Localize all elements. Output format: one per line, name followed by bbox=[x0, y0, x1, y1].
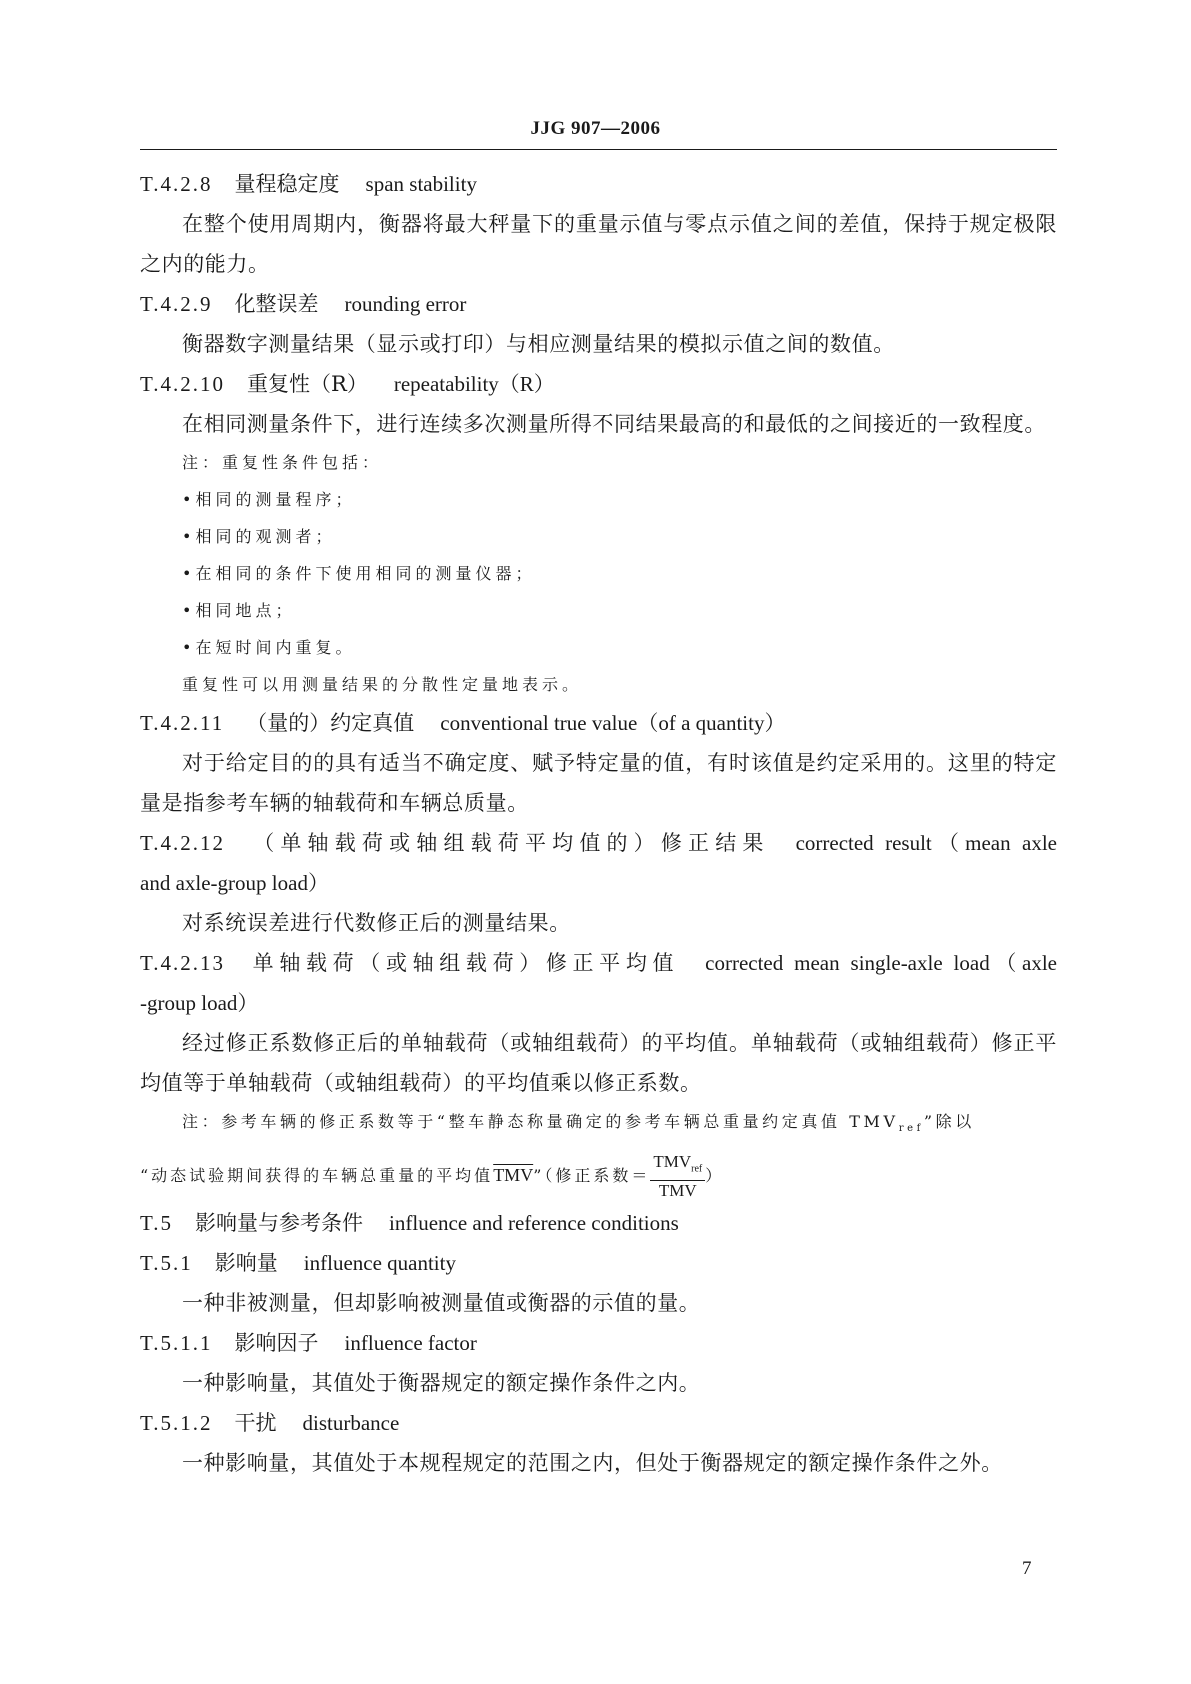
section-paragraph: 经过修正系数修正后的单轴载荷（或轴组载荷）的平均值。单轴载荷（或轴组载荷）修正平均值等于单轴载荷（或轴组载荷）的平均值乘以修正系数。 bbox=[140, 1031, 1057, 1095]
correction-fraction: $\frac{TMV_{ref}}{\text{TMV}}$ bbox=[650, 1152, 705, 1200]
section-number: T.5 bbox=[140, 1211, 174, 1236]
section-number: T.4.2.13 bbox=[140, 951, 226, 975]
section-heading bbox=[140, 364, 1057, 404]
bullet-item: • 在短时间内重复。 bbox=[182, 638, 356, 657]
section-number: T.4.2.10 bbox=[140, 372, 226, 396]
section-title-en: disturbance bbox=[302, 1411, 400, 1436]
section-paragraph: 在整个使用周期内，衡器将最大秤量下的重量示值与零点示值之间的差值，保持于规定极限之内的能力。 bbox=[140, 212, 1057, 276]
section-title-zh: 干扰 bbox=[234, 1411, 277, 1436]
bullet-item: • 相同的测量程序； bbox=[182, 490, 356, 509]
bullet-item: • 在相同的条件下使用相同的测量仪器； bbox=[182, 564, 536, 583]
section-heading bbox=[140, 1403, 1057, 1443]
correction-note: 注：参考车辆的修正系数等于“整车静态称量确定的参考车辆总重量约定真值 $TMV_{ref}$”除以 bbox=[182, 1112, 975, 1135]
note-title: 注：重复性条件包括： bbox=[182, 453, 383, 472]
section-title-en: influence and reference conditions bbox=[389, 1211, 679, 1236]
section-title-en: corrected mean single-axle load（axle bbox=[705, 951, 1058, 975]
section-title-en: corrected result（mean axle bbox=[795, 831, 1057, 855]
section-paragraph: 对系统误差进行代数修正后的测量结果。 bbox=[182, 911, 571, 935]
section-number: T.5.1 bbox=[140, 1251, 193, 1276]
section-heading bbox=[140, 164, 1057, 204]
correction-formula: “动态试验期间获得的车辆总重量的平均值$\overline{TMV}$”（修正系数＝ $\frac{TMV_{ref}}{\text{TMV}}$ ） bbox=[140, 1152, 725, 1200]
section-heading bbox=[140, 1323, 1057, 1363]
section-paragraph: 在相同测量条件下，进行连续多次测量所得不同结果最高的和最低的之间接近的一致程度。 bbox=[182, 412, 1046, 436]
section-heading bbox=[140, 943, 1057, 983]
section-title-zh: 单轴载荷（或轴组载荷）修正平均值 bbox=[247, 951, 680, 975]
section-title-en: influence quantity bbox=[303, 1251, 456, 1276]
section-title-zh: （单轴载荷或轴组载荷平均值的）修正结果 bbox=[247, 831, 770, 855]
section-heading bbox=[140, 1243, 1057, 1283]
section-title-zh: 重复性（R） bbox=[247, 372, 368, 396]
section-number: T.5.1.2 bbox=[140, 1411, 213, 1436]
section-title-zh: 量程稳定度 bbox=[234, 172, 340, 196]
tmv-mean: $\overline{TMV}$ bbox=[493, 1165, 534, 1186]
section-heading bbox=[140, 284, 1057, 324]
section-title-en: influence factor bbox=[344, 1331, 477, 1356]
section-title-en: rounding error bbox=[344, 292, 467, 316]
section-number: T.5.1.1 bbox=[140, 1331, 213, 1356]
section-paragraph: 衡器数字测量结果（显示或打印）与相应测量结果的模拟示值之间的数值。 bbox=[182, 332, 895, 356]
section-number: T.4.2.8 bbox=[140, 172, 213, 196]
header-rule bbox=[140, 149, 1057, 150]
section-heading-continued: -group load） bbox=[140, 991, 259, 1015]
section-heading-continued: and axle-group load） bbox=[140, 871, 329, 895]
bullet-item: • 相同的观测者； bbox=[182, 527, 336, 546]
section-paragraph: 一种影响量，其值处于本规程规定的范围之内，但处于衡器规定的额定操作条件之外。 bbox=[182, 1451, 1003, 1476]
section-paragraph: 对于给定目的的具有适当不确定度、赋予特定量的值，有时该值是约定采用的。这里的特定量是指参考车辆的轴载荷和车辆总质量。 bbox=[140, 751, 1057, 815]
section-paragraph: 一种非被测量，但却影响被测量值或衡器的示值的量。 bbox=[182, 1291, 701, 1316]
bullet-item: • 相同地点； bbox=[182, 601, 296, 620]
section-title-zh: 影响量 bbox=[214, 1251, 278, 1276]
section-title-zh: 化整误差 bbox=[234, 292, 319, 316]
document-code-header: JJG 907—2006 bbox=[530, 118, 661, 139]
section-heading bbox=[140, 703, 1057, 743]
section-heading bbox=[140, 823, 1057, 863]
section-title-en: repeatability（R） bbox=[393, 372, 555, 396]
section-paragraph: 一种影响量，其值处于衡器规定的额定操作条件之内。 bbox=[182, 1371, 701, 1396]
section-number: T.4.2.11 bbox=[140, 711, 225, 735]
section-heading bbox=[140, 1203, 1057, 1243]
page-number: 7 bbox=[1022, 1558, 1032, 1579]
document-body bbox=[140, 164, 1057, 1483]
section-title-zh: 影响因子 bbox=[234, 1331, 319, 1356]
section-title-zh: 影响量与参考条件 bbox=[195, 1211, 364, 1236]
section-title-en: conventional true value（of a quantity） bbox=[440, 711, 786, 735]
section-title-en: span stability bbox=[365, 172, 477, 196]
note-ending: 重复性可以用测量结果的分散性定量地表示。 bbox=[182, 675, 583, 694]
section-title-zh: （量的）约定真值 bbox=[246, 711, 415, 735]
section-number: T.4.2.12 bbox=[140, 831, 226, 855]
section-number: T.4.2.9 bbox=[140, 292, 213, 316]
